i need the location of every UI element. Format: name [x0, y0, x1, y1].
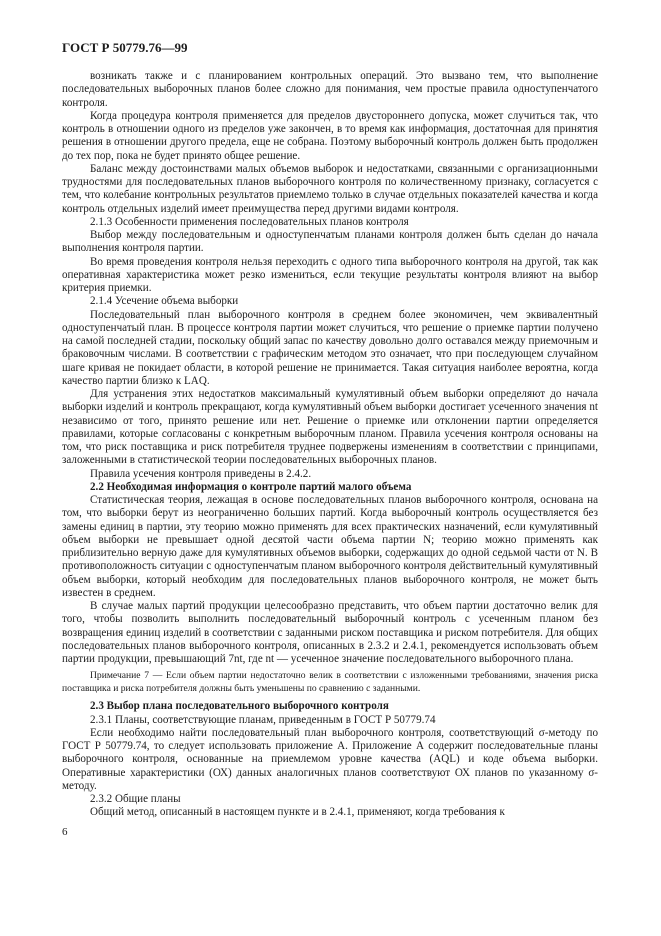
body-paragraph: Последовательный план выборочного контроля в среднем более экономичен, чем эквивалентный одноступенчатый план. В процессе контроля партии может случиться, что решение о приемке партии получено на самой последней стадии, поскольку общий запас по качеству довольно долго оставался между приемочным и браковочным числами. В соответствии с графическим методом это означает, что при последующем случайном шаге кривая не покидает области, в которой решение не принимается. Такая ситуация наиболее вероятна, когда качество партии близко к LAQ. — [62, 308, 598, 387]
body-paragraph: Когда процедура контроля применяется для пределов двустороннего допуска, может случиться так, что контроль в отношении одного из пределов уже закончен, в то время как информация, достаточная для принятия решения в отношении другого предела, еще не собрана. Поэтому выборочный контроль должен быть продолжен до тех пор, пока не будет принято общее решение. — [62, 109, 598, 162]
body-paragraph: Выбор между последовательным и одноступенчатым планами контроля должен быть сделан до начала выполнения контроля партии. — [62, 229, 598, 255]
body-paragraph: Во время проведения контроля нельзя переходить с одного типа выборочного контроля на другой, так как оперативная характеристика может резко измениться, если текущие результаты контроля влияют на выбор критерия приемки. — [62, 255, 598, 294]
page-header: ГОСТ Р 50779.76—99 — [62, 40, 188, 55]
section-heading: 2.3 Выбор плана последовательного выборочного контроля — [90, 700, 389, 713]
body-paragraph: Статистическая теория, лежащая в основе последовательных планов выборочного контроля, основана на том, что выборки берут из неограниченно больших партий. Когда выборочный контроль осуществляется без замены единиц в партии, эту теорию можно применять для всех практических назначений, если кумулятивный объем выборки не превышает одной десятой части объема партии N; теорию можно применять как приблизительно верную даже для кумулятивных объемов выборки, содержащих до одной седьмой части от N. В противоположность ситуации с одноступенчатым планом выборочного контроля действительный кумулятивный объем выборки, который необходим для последовательных планов выборочного контроля, не может быть известен в среднем. — [62, 494, 598, 599]
body-paragraph: Баланс между достоинствами малых объемов выборок и недостатками, связанными с организационными трудностями для последовательных планов выборочного контроля по количественному признаку, согласуется с тем, что колебание контрольных результатов приемлемо только в случае отдельных показателей качества и когда контроль отдельных изделий имеет преимущества перед другими видами контроля. — [62, 162, 598, 215]
section-heading: 2.3.2 Общие планы — [90, 793, 181, 805]
section-heading: 2.2 Необходимая информация о контроле партий малого объема — [90, 480, 412, 493]
section-heading: 2.1.4 Усечение объема выборки — [90, 295, 239, 308]
note-paragraph: Примечание 7 — Если объем партии недостаточно велик в соответствии с изложенными требованиями, значения риска поставщика и риска потребителя должны быть уменьшены по сравнению с заданными. — [62, 670, 598, 694]
body-paragraph: Правила усечения контроля приведены в 2.4.2. — [90, 467, 312, 480]
page-number: 6 — [62, 826, 68, 838]
document-body — [62, 70, 598, 820]
body-paragraph: Если необходимо найти последовательный план выборочного контроля, соответствующий σ-методу по ГОСТ Р 50779.74, то следует использовать приложение А. Приложение А содержит последовательные планы выборочного контроля, основанные на приемлемом уровне качества (AQL) и коде объема выборки. Оперативные характеристики (ОХ) данных аналогичных планов соответствуют ОХ планов по указанному σ-методу. — [62, 726, 598, 792]
section-heading: 2.3.1 Планы, соответствующие планам, приведенным в ГОСТ Р 50779.74 — [90, 713, 436, 726]
body-paragraph: возникать также и с планированием контрольных операций. Это вызвано тем, что выполнение последовательных выборочных планов более сложно для понимания, чем простые правила одноступенчатого контроля. — [62, 70, 598, 109]
body-paragraph: Общий метод, описанный в настоящем пункте и в 2.4.1, применяют, когда требования к — [90, 806, 505, 819]
section-heading: 2.1.3 Особенности применения последовательных планов контроля — [90, 215, 409, 228]
body-paragraph: В случае малых партий продукции целесообразно представить, что объем партии достаточно велик для того, чтобы позволить выполнить последовательный выборочный контроль с усеченным планом без возвращения единиц изделий в соответствии с заданными риском поставщика и риском потребителя. Для общих последовательных планов выборочного контроля, описанных в 2.3.2 и 2.4.1, рекомендуется использовать объем партии продукции, превышающий 7nt, где nt — усеченное значение последовательного выборочного плана. — [62, 600, 598, 665]
body-paragraph: Для устранения этих недостатков максимальный кумулятивный объем выборки определяют до начала выборки изделий и контроль прекращают, когда кумулятивный объем выборки достигает усеченного значения nt независимо от того, принято решение или нет. Решение о приемке или отклонении партии определяется правилами, которые согласованы с конкретным выборочным планом. Правила усечения контроля основаны на том, что риск поставщика и риск потребителя труднее подвержены изменениям в соответствии с принципами, заложенными в статистической теории последовательных выборочных планов. — [62, 388, 598, 467]
